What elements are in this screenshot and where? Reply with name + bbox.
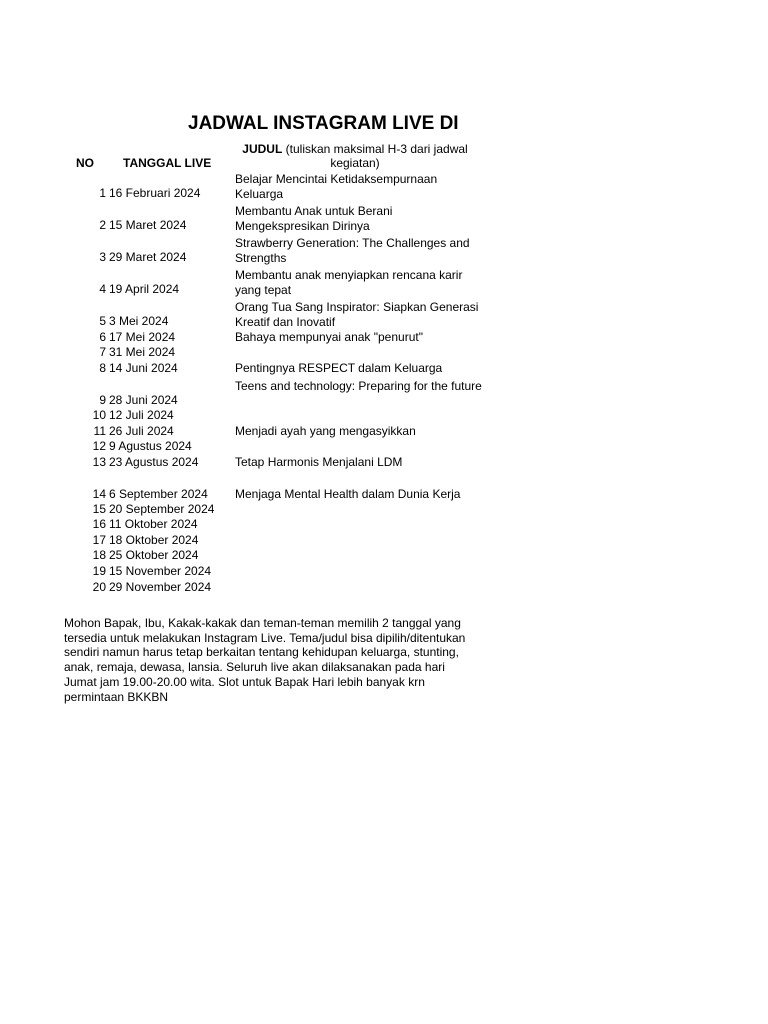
row-date: 6 September 2024	[109, 487, 208, 501]
row-number: 17	[92, 533, 106, 547]
row-date: 20 September 2024	[109, 502, 215, 516]
row-number: 3	[99, 250, 106, 264]
row-title: Menjadi ayah yang mengasyikkan	[235, 424, 416, 438]
row-date: 26 Juli 2024	[109, 424, 174, 438]
row-date: 28 Juni 2024	[109, 393, 178, 407]
row-title: Belajar Mencintai Ketidaksempurnaan Keluarga	[235, 172, 438, 201]
row-title: Membantu anak menyiapkan rencana karir yang tepat	[235, 268, 463, 297]
row-date: 14 Juni 2024	[109, 361, 178, 375]
row-date: 12 Juli 2024	[109, 408, 174, 422]
row-number: 16	[92, 517, 106, 531]
row-number: 4	[99, 282, 106, 296]
row-number: 13	[92, 455, 106, 469]
column-header-judul-note: (tuliskan maksimal H-3 dari jadwal kegiatan)	[282, 142, 468, 170]
row-date: 23 Agustus 2024	[109, 455, 199, 469]
instruction-note: Mohon Bapak, Ibu, Kakak-kakak dan teman-teman memilih 2 tanggal yang tersedia untuk melakukan Instagram Live. Tema/judul bisa dipilih/ditentukan sendiri namun harus tetap berkaitan tentang kehidupan keluarga, stunting, anak, remaja, dewasa, lansia. Seluruh live akan dilaksanakan pada hari Jumat jam 19.00-20.00 wita. Slot untuk Bapak Hari lebih banyak krn permintaan BKKBN	[64, 616, 466, 704]
row-date: 29 November 2024	[109, 580, 212, 594]
row-title: Orang Tua Sang Inspirator: Siapkan Generasi Kreatif dan Inovatif	[235, 300, 479, 329]
row-date: 18 Oktober 2024	[109, 533, 199, 547]
row-number: 7	[99, 345, 106, 359]
row-number: 8	[99, 361, 106, 375]
row-number: 15	[92, 502, 106, 516]
row-number: 5	[99, 314, 106, 328]
row-title: Strawberry Generation: The Challenges and Strengths	[235, 236, 470, 265]
row-title: Menjaga Mental Health dalam Dunia Kerja	[235, 487, 461, 501]
row-date: 17 Mei 2024	[109, 330, 176, 344]
row-date: 16 Februari 2024	[109, 186, 201, 200]
row-number: 18	[92, 548, 106, 562]
row-date: 9 Agustus 2024	[109, 439, 192, 453]
row-title: Bahaya mempunyai anak "penurut"	[235, 330, 423, 344]
row-number: 10	[92, 408, 106, 422]
row-number: 6	[99, 330, 106, 344]
row-title: Teens and technology: Preparing for the future	[235, 379, 482, 393]
row-title: Tetap Harmonis Menjalani LDM	[235, 455, 403, 469]
row-date: 29 Maret 2024	[109, 250, 187, 264]
row-number: 20	[92, 580, 106, 594]
column-header-no: NO	[76, 156, 94, 170]
row-title: Membantu Anak untuk Berani Mengekspresikan Dirinya	[235, 204, 393, 233]
page-title: JADWAL INSTAGRAM LIVE DI	[188, 113, 459, 134]
row-number: 1	[99, 186, 106, 200]
row-date: 11 Oktober 2024	[109, 517, 198, 531]
row-number: 2	[99, 218, 106, 232]
row-date: 19 April 2024	[109, 282, 180, 296]
column-header-judul-label: JUDUL	[242, 142, 283, 156]
row-number: 11	[93, 424, 106, 438]
row-date: 15 November 2024	[109, 564, 212, 578]
row-date: 3 Mei 2024	[109, 314, 169, 328]
row-number: 12	[92, 439, 106, 453]
row-date: 25 Oktober 2024	[109, 548, 199, 562]
row-number: 9	[99, 393, 106, 407]
row-number: 14	[92, 487, 106, 501]
column-header-tanggal: TANGGAL LIVE	[123, 156, 212, 170]
row-date: 15 Maret 2024	[109, 218, 187, 232]
row-number: 19	[92, 564, 106, 578]
row-date: 31 Mei 2024	[109, 345, 176, 359]
row-title: Pentingnya RESPECT dalam Keluarga	[235, 361, 443, 375]
